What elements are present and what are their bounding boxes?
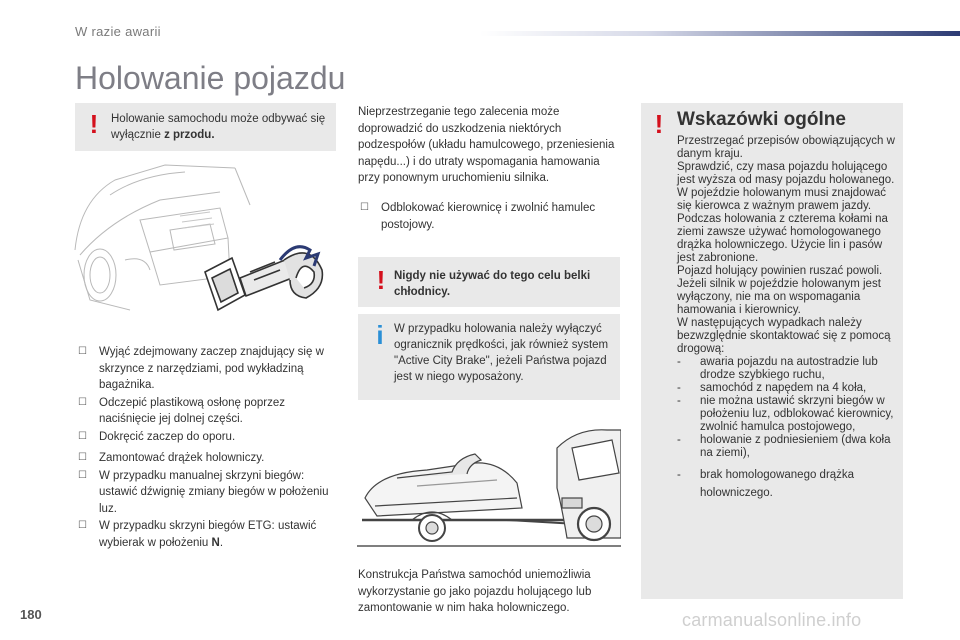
checkbox-bullet-icon: ☐: [360, 202, 369, 213]
page-number: 180: [20, 607, 42, 622]
speed-limiter-info-box: [358, 314, 620, 400]
list-item: - nie można ustawić skrzyni biegów w położeniu luz, odblokować kierownicy, zwolnić hamulca postojowego,: [677, 395, 894, 433]
roadside-assistance-cases-list: [677, 356, 901, 502]
general-advice-box: [641, 103, 903, 599]
front-towing-warning-box: [75, 103, 336, 151]
header-rule: [480, 31, 960, 36]
list-item: ☐ Odblokować kierownicę i zwolnić hamulec postojowy.: [360, 202, 596, 231]
info-icon: i: [376, 320, 384, 350]
general-advice-body: [677, 135, 901, 502]
page-title: Holowanie pojazdu: [75, 60, 346, 96]
list-item: - awaria pojazdu na autostradzie lub drodze szybkiego ruchu,: [677, 356, 878, 381]
list-item: - samochód z napędem na 4 koła,: [677, 382, 867, 394]
list-item: ☐ Dokręcić zaczep do oporu.: [76, 429, 340, 446]
speed-limiter-info-text: W przypadku holowania należy wyłączyć ogranicznik prędkości, jak również system "Active City Brake", jeżeli Państwa pojazd jest w niego wyposażony.: [394, 323, 609, 383]
section-header: W razie awarii: [75, 24, 161, 39]
front-towing-warning-text: [111, 111, 331, 143]
no-tow-hitch-paragraph: Konstrukcja Państwa samochód uniemożliwia wykorzystanie go jako pojazdu holującego lub zamontowanie w nim haka holowniczego.: [358, 569, 592, 614]
warning-icon: !: [376, 265, 386, 295]
towing-steps-list: [76, 344, 340, 552]
checkbox-bullet-icon: ☐: [78, 430, 87, 442]
warning-text-bold: z przodu.: [164, 129, 215, 141]
advice-paragraph: Pojazd holujący powinien ruszać powoli.: [677, 265, 883, 277]
warning-icon: !: [654, 109, 664, 139]
watermark: carmanualsonline.info: [682, 610, 862, 630]
list-item: ☐ W przypadku skrzyni biegów ETG: ustawić wybierak w położeniu N.: [78, 520, 317, 549]
general-advice-heading: Wskazówki ogólne: [677, 109, 846, 130]
checkbox-bullet-icon: ☐: [78, 396, 87, 408]
list-item: ☐ W przypadku manualnej skrzyni biegów: ustawić dźwignię zmiany biegów w położeniu luz.: [78, 469, 329, 515]
list-item: - brak homologowanego drążka holowniczego.: [677, 469, 855, 499]
list-item: ☐ Zamontować drążek holowniczy.: [76, 450, 340, 467]
advice-paragraph: Podczas holowania z czterema kołami na ziemi zawsze używać homologowanego drążka holowniczego. Użycie lin i pasów jest zabronione.: [677, 213, 888, 264]
steering-step-list: [358, 200, 620, 234]
checkbox-bullet-icon: ☐: [78, 346, 87, 357]
checkbox-bullet-icon: ☐: [78, 452, 87, 463]
radiator-beam-warning-text: Nigdy nie używać do tego celu belki chłodnicy.: [394, 270, 591, 298]
list-item: - holowanie z podniesieniem (dwa koła na ziemi),: [677, 434, 891, 459]
advice-paragraph: W następujących wypadkach należy bezwzględnie skontaktować się z pomocą drogową:: [677, 317, 891, 355]
advice-paragraph: Jeżeli silnik w pojeździe holowanym jest wyłączony, nie ma on wspomagania hamowania i kierownicy.: [677, 278, 881, 316]
checkbox-bullet-icon: ☐: [78, 469, 87, 481]
list-item: ☐ Wyjąć zdejmowany zaczep znajdujący się w skrzynce z narzędziami, pod wykładziną bagażnika.: [78, 346, 324, 391]
towing-eye-illustration: [70, 160, 340, 335]
non-compliance-paragraph: Nieprzestrzeganie tego zalecenia może doprowadzić do uszkodzenia niektórych podzespołów (układu hamulcowego, przeniesienia napędu...) i do utraty wspomagania hamowania przy ponownym uruchomieniu silnika.: [358, 106, 615, 184]
advice-paragraph: Przestrzegać przepisów obowiązujących w danym kraju.: [677, 135, 895, 160]
warning-text-normal: Holowanie samochodu może odbywać się wyłącznie: [111, 113, 326, 141]
warning-icon: !: [89, 109, 99, 139]
trailer-towing-illustration: [357, 428, 621, 550]
advice-paragraph: Sprawdzić, czy masa pojazdu holującego jest wyższa od masy pojazdu holowanego.: [677, 161, 895, 186]
radiator-beam-warning-box: [358, 257, 620, 307]
checkbox-bullet-icon: ☐: [78, 520, 87, 531]
advice-paragraph: W pojeździe holowanym musi znajdować się kierowca z ważnym prawem jazdy.: [677, 187, 887, 212]
list-item: ☐ Odczepić plastikową osłonę poprzez naciśnięcie jej dolnej części.: [78, 396, 286, 425]
